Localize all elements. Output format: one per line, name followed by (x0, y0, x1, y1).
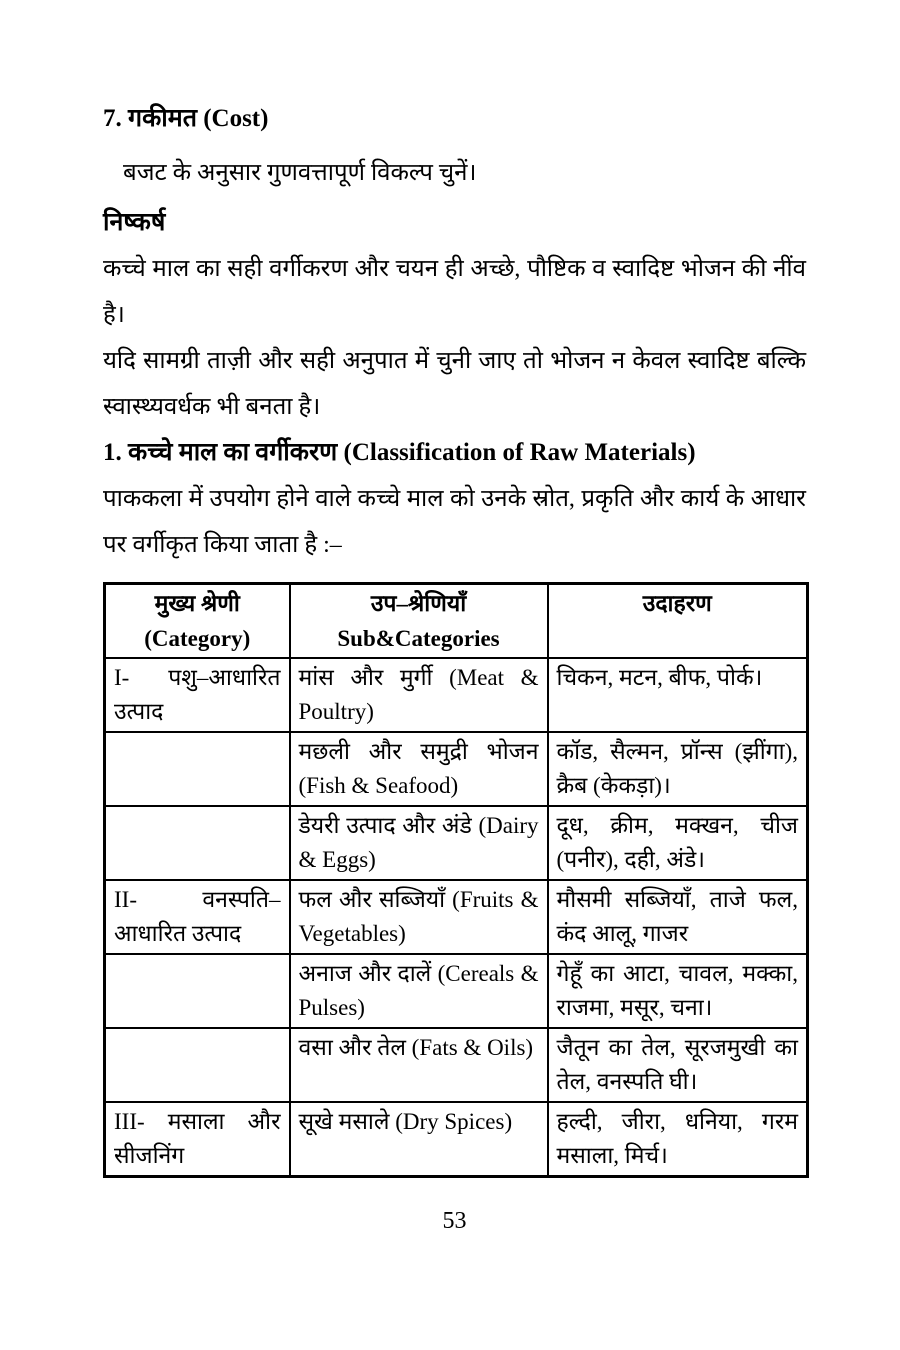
conclusion-heading: निष्कर्ष (103, 209, 166, 236)
conclusion-paragraph-2: यदि सामग्री ताज़ी और सही अनुपात में चुनी जाए तो भोजन न केवल स्वादिष्ट बल्कि स्वास्थ्यवर्धक भी बनता है। (103, 348, 806, 420)
cell-subcategory: वसा और तेल (Fats & Oils) (290, 1028, 548, 1102)
cell-subcategory: अनाज और दालें (Cereals & Pulses) (290, 954, 548, 1028)
table-row (105, 658, 808, 732)
table-row (105, 1102, 808, 1177)
cell-category: II- वनस्पति–आधारित उत्पाद (105, 880, 290, 954)
table-row (105, 1028, 808, 1102)
cell-examples: हल्दी, जीरा, धनिया, गरम मसाला, मिर्च। (548, 1102, 808, 1177)
cell-category (105, 954, 290, 1028)
page-number: 53 (442, 1208, 467, 1234)
cost-paragraph: बजट के अनुसार गुणवत्तापूर्ण विकल्प चुनें। (123, 160, 477, 186)
cell-category (105, 1028, 290, 1102)
cell-category: III- मसाला और सीजनिंग (105, 1102, 290, 1177)
cell-category (105, 806, 290, 880)
table-row (105, 954, 808, 1028)
cell-subcategory: सूखे मसाले (Dry Spices) (290, 1102, 548, 1177)
header-examples-line1: उदाहरण (642, 591, 712, 616)
cell-examples: मौसमी सब्जियाँ, ताजे फल, कंद आलू, गाजर (548, 880, 808, 954)
table-row (105, 806, 808, 880)
table-header-subcategory (290, 584, 548, 659)
cell-examples: कॉड, सैल्मन, प्रॉन्स (झींगा), क्रैब (केकड़ा)। (548, 732, 808, 806)
header-category-line1: मुख्य श्रेणी (154, 591, 240, 616)
table-header-category (105, 584, 290, 659)
table-row (105, 732, 808, 806)
cell-examples: जैतून का तेल, सूरजमुखी का तेल, वनस्पति घी। (548, 1028, 808, 1102)
classification-table (103, 582, 809, 1178)
header-subcategory-line1: उप–श्रेणियाँ (370, 591, 467, 616)
cell-category (105, 732, 290, 806)
classification-heading: 1. कच्चे माल का वर्गीकरण (Classification of Raw Materials) (103, 439, 696, 466)
table-row (105, 880, 808, 954)
header-subcategory-line2: Sub&Categories (337, 626, 500, 651)
cell-examples: दूध, क्रीम, मक्खन, चीज (पनीर), दही, अंडे। (548, 806, 808, 880)
cell-subcategory: डेयरी उत्पाद और अंडे (Dairy & Eggs) (290, 806, 548, 880)
table-header-row (105, 584, 808, 659)
cost-heading: 7. गकीमत (Cost) (103, 105, 269, 132)
cell-subcategory: मछली और समुद्री भोजन (Fish & Seafood) (290, 732, 548, 806)
cell-examples: गेहूँ का आटा, चावल, मक्का, राजमा, मसूर, चना। (548, 954, 808, 1028)
conclusion-paragraph-1: कच्चे माल का सही वर्गीकरण और चयन ही अच्छे, पौष्टिक व स्वादिष्ट भोजन की नींव है। (103, 256, 806, 328)
cell-category: I- पशु–आधारित उत्पाद (105, 658, 290, 732)
table-header-examples (548, 584, 808, 659)
header-category-line2: (Category) (144, 626, 251, 651)
cell-subcategory: फल और सब्जियाँ (Fruits & Vegetables) (290, 880, 548, 954)
cell-subcategory: मांस और मुर्गी (Meat & Poultry) (290, 658, 548, 732)
cell-examples: चिकन, मटन, बीफ, पोर्क। (548, 658, 808, 732)
classification-intro: पाककला में उपयोग होने वाले कच्चे माल को उनके स्रोत, प्रकृति और कार्य के आधार पर वर्गीकृत किया जाता है :– (103, 486, 806, 558)
